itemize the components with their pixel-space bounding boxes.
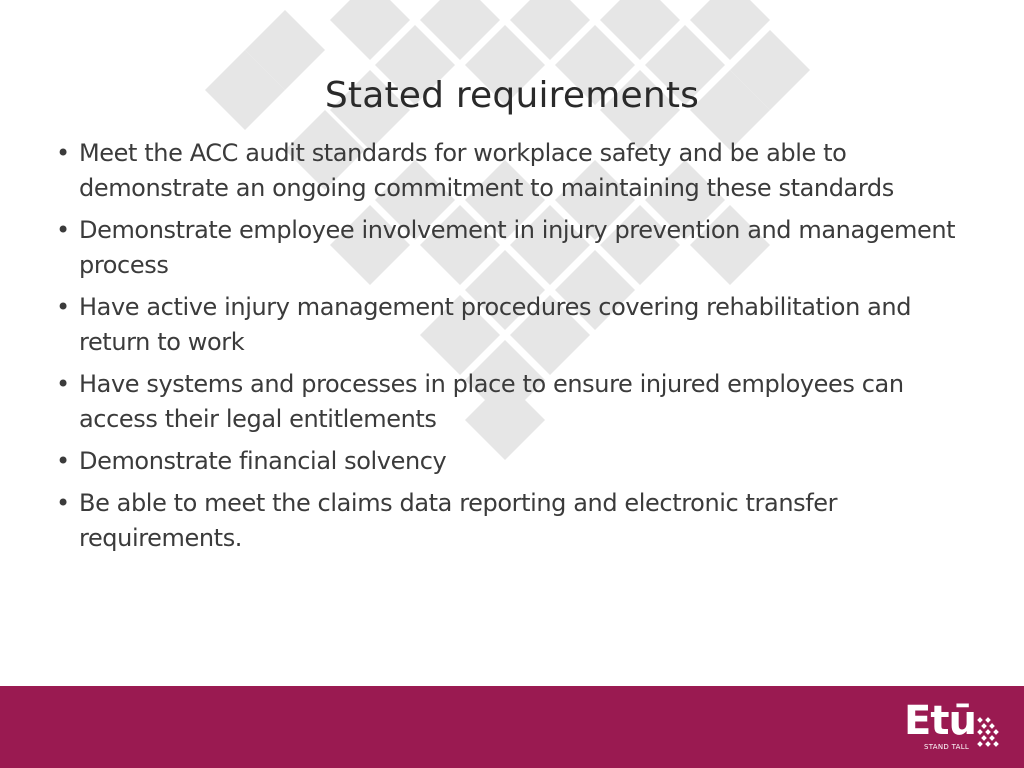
bullet-marker: • (56, 216, 70, 244)
bullet-item (56, 290, 956, 360)
bullet-item (56, 136, 956, 206)
woven-cross-pattern-icon (976, 716, 1000, 750)
bullet-text: Demonstrate financial solvency (79, 447, 447, 475)
bullet-marker: • (56, 489, 70, 517)
bullet-marker: • (56, 447, 70, 475)
bullet-item (56, 486, 956, 556)
bullet-text: Have systems and processes in place to ensure injured employees can access their legal entitlements (79, 370, 904, 433)
logo-tagline: STAND TALL (924, 743, 970, 751)
bullet-item (56, 367, 956, 437)
etu-logo (904, 700, 1004, 756)
bullet-item (56, 444, 956, 479)
bullet-text: Have active injury management procedures covering rehabilitation and return to work (79, 293, 912, 356)
slide-title: Stated requirements (324, 75, 700, 116)
bullet-list (56, 136, 956, 563)
bullet-marker: • (56, 370, 70, 398)
bullet-text: Meet the ACC audit standards for workplace safety and be able to demonstrate an ongoing commitment to maintaining these standards (79, 139, 894, 202)
logo-wordmark: Etū (904, 698, 976, 744)
bullet-text: Demonstrate employee involvement in injury prevention and management process (79, 216, 956, 279)
footer-bar (0, 686, 1024, 768)
bullet-marker: • (56, 293, 70, 321)
bullet-item (56, 213, 956, 283)
bullet-marker: • (56, 139, 70, 167)
bullet-text: Be able to meet the claims data reporting and electronic transfer requirements. (79, 489, 838, 552)
